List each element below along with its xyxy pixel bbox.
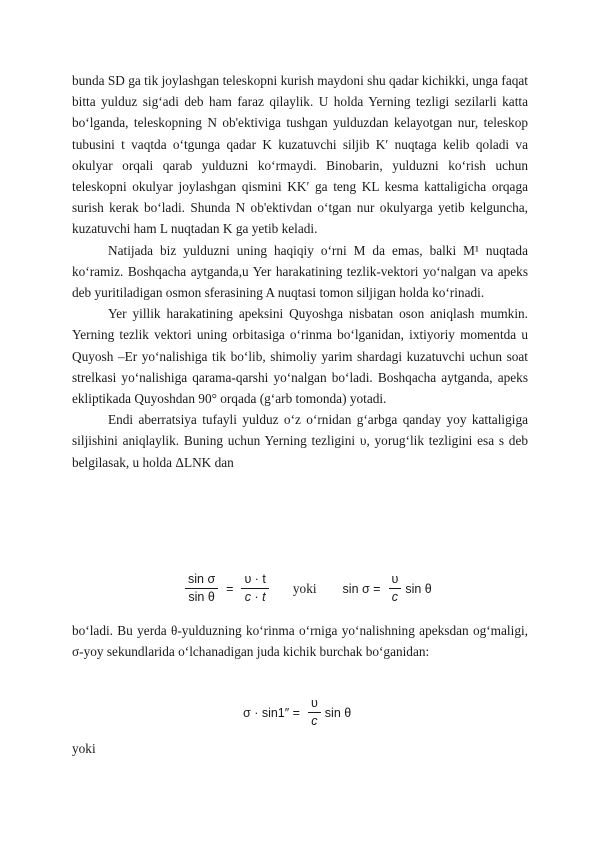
formula2-numerator: υ: [308, 696, 321, 713]
paragraph-4: Endi aberratsiya tufayli yulduz o‘z o‘rnidan g‘arbga qanday yoy kattaligiga siljishini aniqlaylik. Buning uchun Yerning tezligini υ, yorug‘lik tezligini esa s deb belgilasak, u holda ΔLNK dan: [72, 412, 528, 470]
equals-sign: =: [226, 581, 234, 596]
body-text-bottom: [72, 738, 528, 759]
formula2-lhs: σ · sin1″ =: [243, 705, 300, 720]
formula2-denominator: c: [311, 714, 318, 728]
fraction-left-numerator: sin σ: [185, 572, 218, 589]
fraction-right-numerator: υ · t: [241, 572, 268, 589]
paragraph-5: bo‘ladi. Bu yerda θ-yulduzning ko‘rinma o‘rniga yo‘nalishning apeksdan og‘maligi, σ-yoy sekundlarida o‘lchanadigan juda kichik burchak bo‘ganidan:: [72, 623, 528, 660]
fraction-right: [241, 572, 268, 605]
fraction-left: [185, 572, 218, 605]
paragraph-2: Natijada biz yulduzni uning haqiqiy o‘rni M da emas, balki M¹ nuqtada ko‘ramiz. Boshqacha aytganda,u Yer harakatining tezlik-vektori yo‘nalgan va apeks deb yuritiladigan osmon sferasining A nuqtasi tomon siljigan holda ko‘rinadi.: [72, 242, 528, 301]
fraction-right-denominator: c · t: [244, 590, 266, 604]
formula2-rhs: sin θ: [324, 705, 352, 720]
body-text-middle: [72, 620, 528, 662]
fraction-velocity-denominator: c: [391, 590, 399, 604]
paragraph-1: bunda SD ga tik joylashgan teleskopni kurish maydoni shu qadar kichikki, unga faqat bitta yulduz sig‘adi deb ham faraz qilaylik. U holda Yerning tezligi sezilarli katta bo‘lganda, teleskopning N ob'ektiviga tushgan yulduzdan kelayotgan nur, teleskop tubusini t vaqtda o‘tgunga qadar K kuzatuvchi siljib K′ nuqtaga kelib qoladi va okulyar orqali qarab yulduzni ko‘rmaydi. Binobarin, yulduzni ko‘rish uchun teleskopni okulyar joylashgan qismini KK′ ga teng KL kesma kattaligicha orqaga surish kerak bo‘ladi. Shunda N ob'ektivdan o‘tgan nur okulyarga yetib kelguncha, kuzatuvchi ham L nuqtadan K ga yetib keladi.: [72, 73, 528, 237]
formula-small-angle: [243, 696, 351, 729]
fraction-left-denominator: sin θ: [188, 590, 215, 604]
formula-sine-ratio: [185, 572, 432, 605]
formula2-fraction: [308, 696, 321, 729]
formula-lhs-sin-sigma: sin σ =: [342, 581, 381, 596]
formula-rhs-sin-theta: sin θ: [405, 581, 432, 596]
fraction-velocity-ratio: [389, 572, 402, 605]
paragraph-6: yoki: [72, 741, 96, 756]
formula-connector-yoki: yoki: [292, 580, 317, 596]
paragraph-3: Yer yillik harakatining apeksini Quyoshga nisbatan oson aniqlash mumkin. Yerning tezlik vektori uning orbitasiga o‘rinma bo‘lganidan, ixtiyoriy momentda u Quyosh –Er yo‘nalishiga tik bo‘lib, shimoliy yarim shardagi kuzatuvchi uchun soat strelkasi yo‘nalishiga qarama-qarshi yo‘nalgan bo‘ladi. Boshqacha aytganda, apeks ekliptikada Quyoshdan 90° orqada (g‘arb tomonda) yotadi.: [72, 306, 528, 407]
body-text-top: [72, 70, 528, 473]
fraction-velocity-numerator: υ: [389, 572, 402, 589]
